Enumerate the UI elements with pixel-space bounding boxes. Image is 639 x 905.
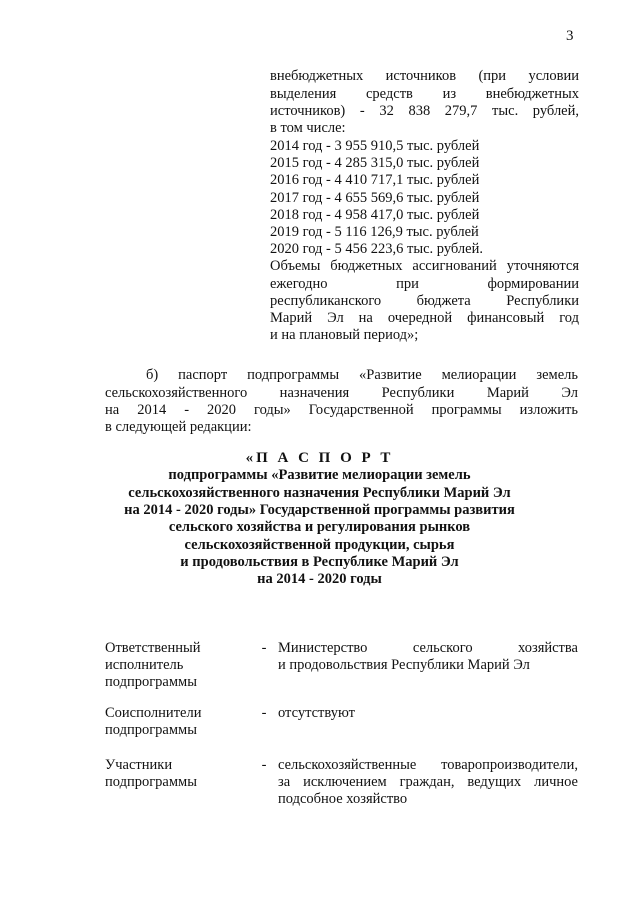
row-dash: - <box>261 640 267 656</box>
passport-subtitle-line: на 2014 - 2020 годы <box>257 571 382 587</box>
funding-note-line: республиканского бюджета Республики <box>270 293 579 309</box>
funding-year-line: 2015 год - 4 285 315,0 тыс. рублей <box>270 155 480 171</box>
paragraph-b-line: б) паспорт подпрограммы «Развитие мелиорации земель <box>146 367 578 383</box>
funding-year-line: 2016 год - 4 410 717,1 тыс. рублей <box>270 172 480 188</box>
row-dash: - <box>261 757 267 773</box>
funding-lead-line: выделения средств из внебюджетных <box>270 86 579 102</box>
row-value-line: за исключением граждан, ведущих личное <box>278 774 578 790</box>
row-label-line: исполнитель <box>105 657 184 673</box>
funding-year-line: 2018 год - 4 958 417,0 тыс. рублей <box>270 207 480 223</box>
row-value-line: и продовольствия Республики Марий Эл <box>278 657 530 673</box>
funding-year-line: 2019 год - 5 116 126,9 тыс. рублей <box>270 224 479 240</box>
paragraph-b-line: на 2014 - 2020 годы» Государственной программы изложить <box>105 402 578 418</box>
row-value-line: сельскохозяйственные товаропроизводители, <box>278 757 578 773</box>
paragraph-b-line: в следующей редакции: <box>105 419 252 435</box>
row-label-line: подпрограммы <box>105 674 197 690</box>
row-value-line: подсобное хозяйство <box>278 791 408 807</box>
funding-year-line: 2017 год - 4 655 569,6 тыс. рублей <box>270 190 480 206</box>
passport-subtitle-line: сельскохозяйственного назначения Республики Марий Эл <box>128 485 511 501</box>
passport-subtitle-line: и продовольствия в Республике Марий Эл <box>180 554 459 570</box>
funding-lead-line: источников) - 32 838 279,7 тыс. рублей, <box>270 103 579 119</box>
row-label-line: подпрограммы <box>105 722 197 738</box>
funding-lead-line: внебюджетных источников (при условии <box>270 68 579 84</box>
page-number: 3 <box>566 28 574 44</box>
funding-note-line: и на плановый период»; <box>270 327 419 343</box>
paragraph-b-line: сельскохозяйственного назначения Республики Марий Эл <box>105 385 578 401</box>
row-label-line: Соисполнители <box>105 705 202 721</box>
passport-title: «П А С П О Р Т <box>245 450 394 466</box>
row-label-line: Ответственный <box>105 640 201 656</box>
row-label-line: Участники <box>105 757 173 773</box>
funding-year-line: 2020 год - 5 456 223,6 тыс. рублей. <box>270 241 483 257</box>
passport-subtitle-line: на 2014 - 2020 годы» Государственной программы развития <box>124 502 515 518</box>
funding-including: в том числе: <box>270 120 346 136</box>
row-value-line: Министерство сельского хозяйства <box>278 640 578 656</box>
funding-note-line: Марий Эл на очередной финансовый год <box>270 310 579 326</box>
funding-note-line: Объемы бюджетных ассигнований уточняются <box>270 258 579 274</box>
row-dash: - <box>261 705 267 721</box>
funding-note-line: ежегодно при формировании <box>270 276 579 292</box>
funding-year-line: 2014 год - 3 955 910,5 тыс. рублей <box>270 138 480 154</box>
passport-subtitle-line: сельского хозяйства и регулирования рынков <box>168 519 471 535</box>
passport-subtitle-line: сельскохозяйственной продукции, сырья <box>184 537 455 553</box>
row-value-line: отсутствуют <box>278 705 355 721</box>
row-label-line: подпрограммы <box>105 774 197 790</box>
passport-subtitle-line: подпрограммы «Развитие мелиорации земель <box>168 467 471 483</box>
